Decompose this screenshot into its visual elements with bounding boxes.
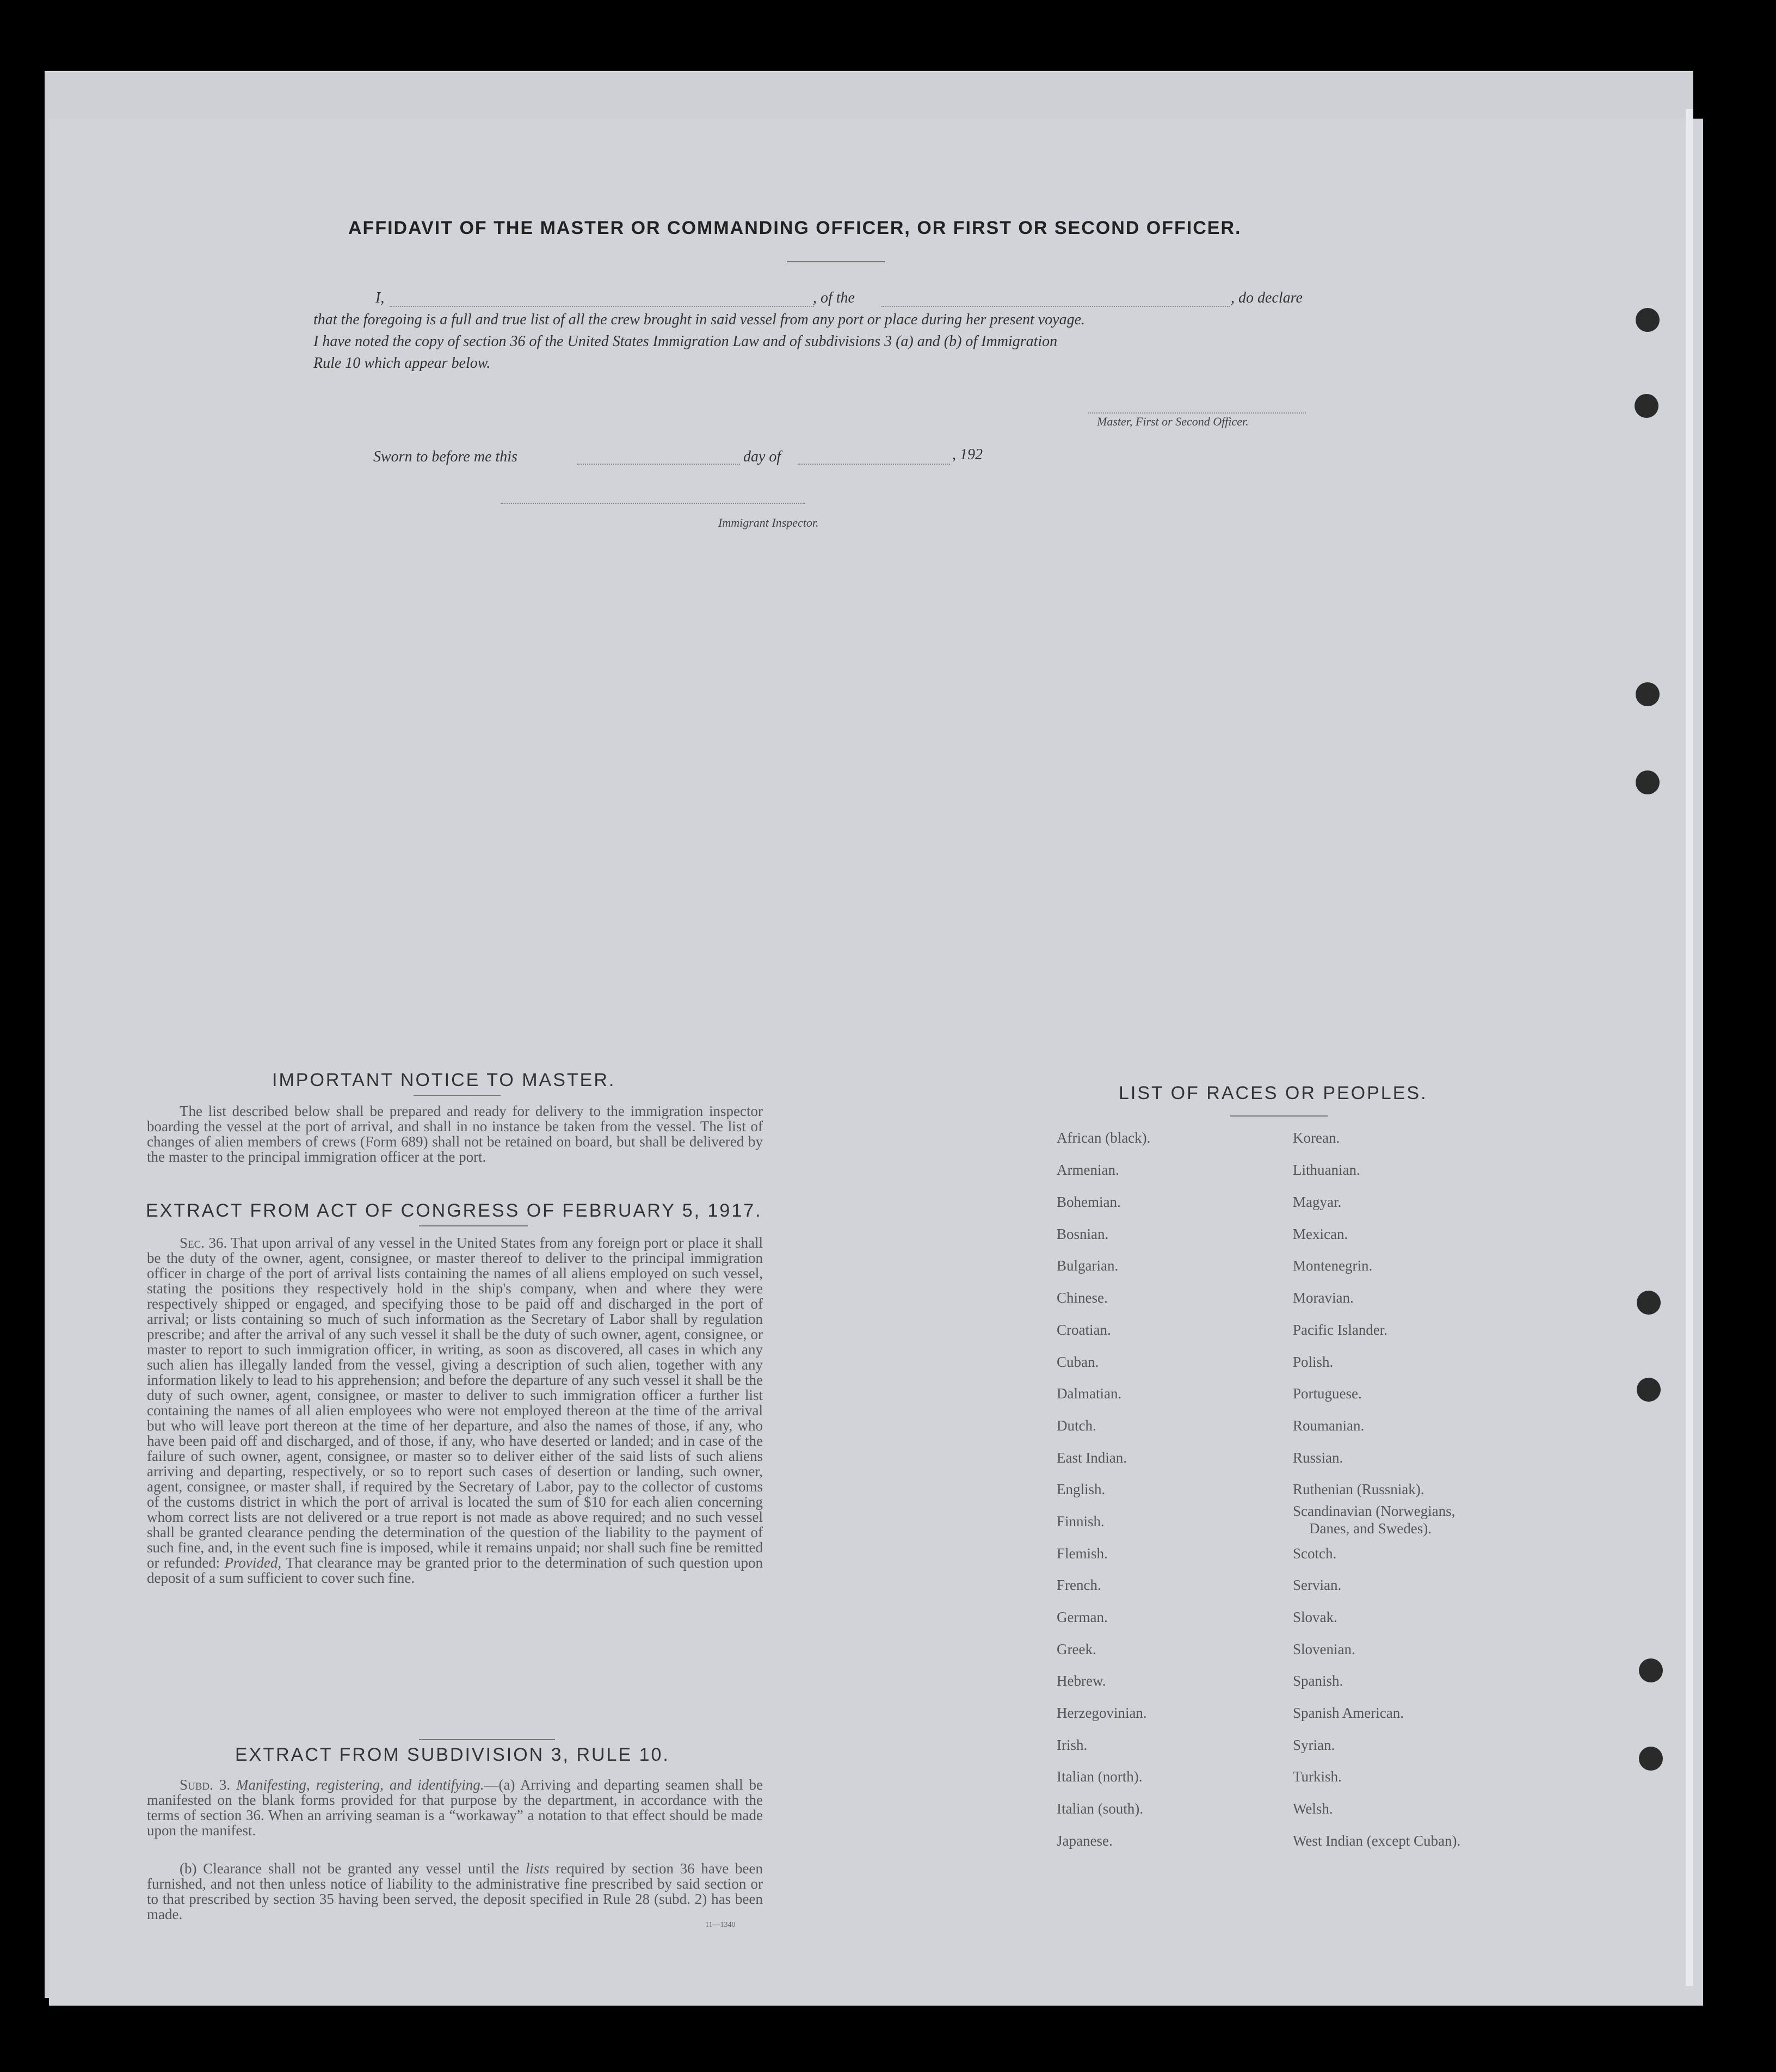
race-left-item: Bulgarian. <box>1057 1257 1119 1274</box>
race-left-item: Dalmatian. <box>1057 1385 1122 1402</box>
notice-text: The list described below shall be prepared and ready for delivery to the immigration inspector boarding the vessel at the port of arrival, and shall in no instance be taken from the vessel. The list of changes of alien members of crews (Form 689) shall not be retained on board, but shall be delivered by the master to the principal immigration officer at the port. <box>147 1103 763 1165</box>
page-edge <box>1686 109 1693 1986</box>
punch-hole <box>1636 770 1660 794</box>
sworn-label: Sworn to before me this <box>373 448 517 465</box>
race-right-item: Portuguese. <box>1293 1385 1362 1402</box>
race-left-item: African (black). <box>1057 1130 1151 1146</box>
race-right-item: Mexican. <box>1293 1226 1348 1242</box>
race-right-item: Lithuanian. <box>1293 1162 1360 1178</box>
rule-para-b-lists: lists <box>525 1860 550 1877</box>
race-right-item: Turkish. <box>1293 1768 1342 1785</box>
race-right-item: Scandinavian (Norwegians, <box>1293 1503 1456 1519</box>
race-left-item: Irish. <box>1057 1737 1088 1753</box>
rule-overline <box>419 1739 555 1740</box>
rule-para-a <box>147 1777 763 1838</box>
punch-hole <box>1635 394 1658 418</box>
rule-para-a-text: —(a) Arriving and departing seamen shall be manifested on the blank forms provided for that purpose by the department, in accordance with the terms of section 36. When an arriving seaman is a “workaway” a notation to that effect should be made upon the manifest. <box>147 1777 763 1839</box>
form-page <box>49 119 1703 2006</box>
race-left-item: Croatian. <box>1057 1322 1111 1338</box>
race-right-item: Welsh. <box>1293 1800 1333 1817</box>
race-right-item: Ruthenian (Russniak). <box>1293 1481 1424 1497</box>
title-underline <box>787 261 885 262</box>
race-left-item: Italian (south). <box>1057 1800 1143 1817</box>
rule-para-b-end: required by section 36 have been furnished, and not then unless notice of liability to the administrative fine prescribed by said section or to that prescribed by section 35 having been served, the deposit specified in Rule 28 (subd. 2) has been made. <box>147 1860 763 1922</box>
notice-title: IMPORTANT NOTICE TO MASTER. <box>272 1070 616 1090</box>
races-title: LIST OF RACES OR PEOPLES. <box>1119 1083 1428 1103</box>
race-left-item: Flemish. <box>1057 1545 1108 1562</box>
punch-hole <box>1636 308 1660 332</box>
race-right-item: Spanish American. <box>1293 1705 1404 1721</box>
officer-caption: Master, First or Second Officer. <box>1097 415 1249 428</box>
race-left-item: English. <box>1057 1481 1106 1497</box>
declarant-name-field[interactable] <box>390 306 814 307</box>
race-left-item: Cuban. <box>1057 1354 1099 1370</box>
race-left-item: Bohemian. <box>1057 1194 1121 1210</box>
inspector-signature-field[interactable] <box>501 503 805 504</box>
races-underline <box>1230 1115 1328 1117</box>
rule-subd-heading: Manifesting, registering, and identifying. <box>236 1777 484 1793</box>
punch-hole <box>1639 1658 1663 1682</box>
race-right-item: Spanish. <box>1293 1673 1343 1689</box>
act-provided: Provided, <box>224 1555 282 1571</box>
officer-signature-field[interactable] <box>1088 412 1306 414</box>
rule-subd-label: Subd. 3. <box>180 1777 231 1793</box>
race-left-item: Greek. <box>1057 1641 1096 1657</box>
race-right-item: Korean. <box>1293 1130 1340 1146</box>
punch-hole <box>1636 682 1660 706</box>
affidavit-title: AFFIDAVIT OF THE MASTER OR COMMANDING OFFICER, OR FIRST OR SECOND OFFICER. <box>348 218 1242 238</box>
race-left-item: Armenian. <box>1057 1162 1119 1178</box>
sworn-month-field[interactable] <box>798 464 950 465</box>
race-left-item: Dutch. <box>1057 1417 1096 1434</box>
rule-para-b-start: (b) Clearance shall not be granted any vessel until the <box>180 1860 520 1877</box>
punch-hole <box>1637 1378 1661 1402</box>
year-label: , 192 <box>952 446 983 463</box>
race-right-item: Slovenian. <box>1293 1641 1355 1657</box>
rule-title: EXTRACT FROM SUBDIVISION 3, RULE 10. <box>235 1744 670 1765</box>
race-left-item: French. <box>1057 1577 1101 1593</box>
act-text <box>147 1235 763 1586</box>
race-left-item: Chinese. <box>1057 1290 1108 1306</box>
race-right-item: Pacific Islander. <box>1293 1322 1387 1338</box>
declare-label: , do declare <box>1231 289 1303 306</box>
race-right-item: Servian. <box>1293 1577 1342 1593</box>
sworn-day-field[interactable] <box>577 464 740 465</box>
race-left-item: Bosnian. <box>1057 1226 1109 1242</box>
act-title: EXTRACT FROM ACT OF CONGRESS OF FEBRUARY 5, 1917. <box>146 1200 762 1221</box>
race-right-item: Russian. <box>1293 1450 1343 1466</box>
vessel-name-field[interactable] <box>881 306 1230 307</box>
act-body-end: That clearance may be granted prior to the determination of such question upon deposit of a sum sufficient to cover such fine. <box>147 1555 763 1586</box>
rule-para-b <box>147 1861 763 1922</box>
act-section-label: Sec. 36. <box>180 1235 227 1251</box>
day-of-label: day of <box>743 448 781 465</box>
punch-hole <box>1639 1747 1663 1771</box>
race-left-item: German. <box>1057 1609 1108 1625</box>
act-body: That upon arrival of any vessel in the United States from any foreign port or place it shall be the duty of the owner, agent, consignee, or master thereof to deliver to the principal immigration officer in charge of the port of arrival lists containing the names of all aliens employed on such vessel, stating the positions they respectively hold in the ship's company, when and where they were respectively shipped or engaged, and specifying those to be paid off and discharged in the port of arrival; or lists containing so much of such information as the Secretary of Labor shall by regulation prescribe; and after the arrival of any such vessel it shall be the duty of such owner, agent, consignee, or master to report to such immigration officer, in writing, as soon as discovered, all cases in which any such alien has illegally landed from the vessel, giving a description of such alien, together with any information likely to lead to his apprehension; and before the departure of any such vessel it shall be the duty of such owner, agent, consignee, or master to deliver to such immigration officer a further list containing the names of all alien employees who were not employed thereon at the time of the arrival but who will leave port thereon at the time of her departure, and also the names of those, if any, who have been paid off and discharged, and of those, if any, who have deserted or landed; and in case of the failure of such owner, agent, consignee, or master so to deliver either of the said lists of such aliens arriving and departing, respectively, or so to report such cases of desertion or landing, such owner, agent, consignee, or master shall, if required by the Secretary of Labor, pay to the collector of customs of the customs district in which the port of arrival is located the sum of $10 for each alien concerning whom correct lists are not delivered or a true report is not made as above required; and no such vessel shall be granted clearance pending the determination of the question of the liability to the payment of such fine, and, in the event such fine is imposed, while it remains unpaid; nor shall such fine be remitted or refunded: <box>147 1235 763 1571</box>
affidavit-line-3: I have noted the copy of section 36 of the United States Immigration Law and of subdivisions 3 (a) and (b) of Immigration <box>313 333 1058 350</box>
race-right-item: Polish. <box>1293 1354 1334 1370</box>
vessel-label: , of the <box>813 289 855 306</box>
race-right-item: Scotch. <box>1293 1545 1337 1562</box>
form-number: 11—1340 <box>705 1921 736 1929</box>
race-left-item: Italian (north). <box>1057 1768 1143 1785</box>
notice-underline <box>414 1095 501 1096</box>
race-left-item: East Indian. <box>1057 1450 1127 1466</box>
race-right-item: Magyar. <box>1293 1194 1342 1210</box>
race-right-item: Syrian. <box>1293 1737 1335 1753</box>
affidavit-line-4: Rule 10 which appear below. <box>313 355 491 372</box>
race-right-item: West Indian (except Cuban). <box>1293 1833 1461 1849</box>
race-right-item: Roumanian. <box>1293 1417 1365 1434</box>
punch-hole <box>1637 1291 1661 1315</box>
race-left-item: Japanese. <box>1057 1833 1113 1849</box>
race-left-item: Herzegovinian. <box>1057 1705 1147 1721</box>
race-right-item-continued: Danes, and Swedes). <box>1309 1520 1432 1537</box>
inspector-caption: Immigrant Inspector. <box>718 516 819 529</box>
race-left-item: Finnish. <box>1057 1513 1105 1530</box>
race-right-item: Moravian. <box>1293 1290 1354 1306</box>
race-right-item: Montenegrin. <box>1293 1257 1373 1274</box>
act-underline <box>419 1225 528 1226</box>
race-right-item: Slovak. <box>1293 1609 1337 1625</box>
race-left-item: Hebrew. <box>1057 1673 1106 1689</box>
affidavit-line-2: that the foregoing is a full and true list of all the crew brought in said vessel from any port or place during her present voyage. <box>313 311 1086 328</box>
declarant-label: I, <box>375 289 385 306</box>
